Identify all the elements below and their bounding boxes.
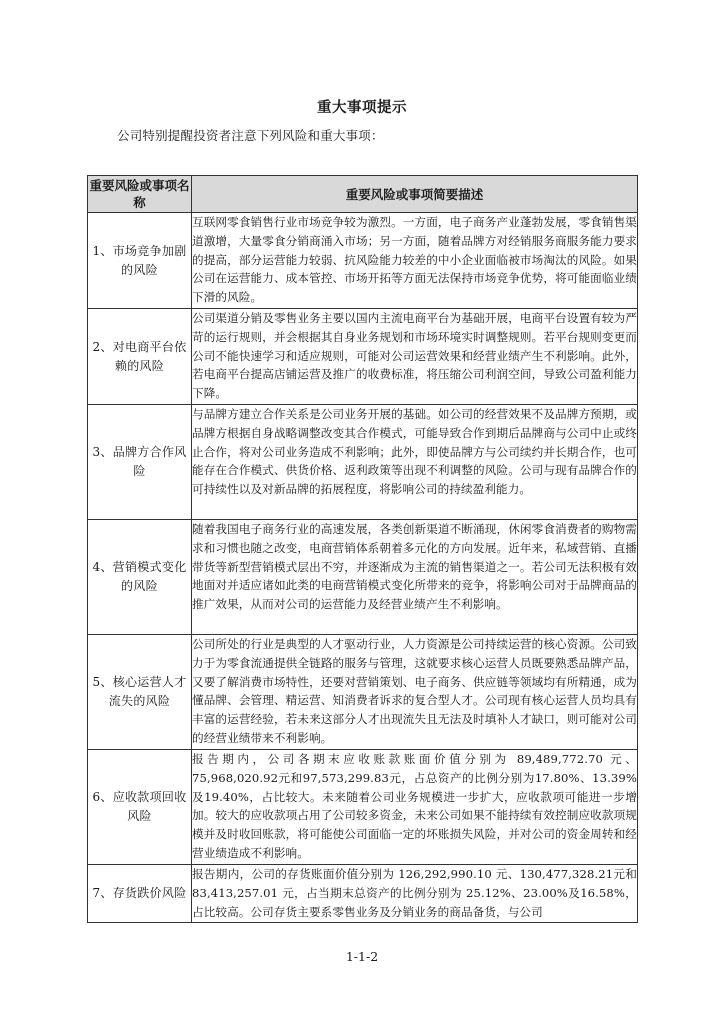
table-row [88, 865, 638, 923]
risk-description-brand-cooperation: 与品牌方建立合作关系是公司业务开展的基础。如公司的经营效果不及品牌方预期，或品牌方根据自身战略调整改变其合作模式，可能导致合作到期后品牌商与公司中止或终止合作，将对公司业务造成不利影响；此外，即使品牌方与公司续约并长期合作，也可能存在合作模式、供货价格、返利政策等出现不利调整的风险。公司与现有品牌合作的可持续性以及对新品牌的拓展程度，将影响公司的持续盈利能力。 [192, 405, 638, 520]
risk-name-talent-loss: 5、核心运营人才流失的风险 [88, 635, 192, 750]
risk-description-receivables: 报告期内，公司各期末应收账款账面价值分别为 89,489,772.70 元、75,968,020.92元和97,573,299.83元，占总资产的比例分别为17.80%、13.39%及19.40%，占比较大。未来随着公司业务规模进一步扩大，应收款项可能进一步增加。较大的应收款项占用了公司较多资金，未来公司如果不能持续有效控制应收款项规模并及时收回账款，将可能使公司面临一定的坏账损失风险，并对公司的资金周转和经营业绩造成不利影响。 [192, 750, 638, 865]
risk-name-receivables: 6、应收款项回收风险 [88, 750, 192, 865]
table-row [88, 213, 638, 309]
table-row [88, 520, 638, 635]
risk-description-inventory: 报告期内，公司的存货账面价值分别为 126,292,990.10 元、130,477,328.21元和 83,413,257.01 元，占当期末总资产的比例分别为 25.12%、23.00%及16.58%，占比较高。公司存货主要系零售业务及分销业务的商品备货，与公司 [192, 865, 638, 923]
table-header-row [88, 176, 638, 213]
risk-name-inventory: 7、存货跌价风险 [88, 865, 192, 923]
page-title: 重大事项提示 [317, 100, 407, 116]
intro-text: 公司特别提醒投资者注意下列风险和重大事项： [117, 128, 384, 143]
page-number: 1-1-2 [345, 949, 379, 964]
table-row [88, 405, 638, 520]
risk-table [87, 175, 638, 923]
risk-name-platform-dependence: 2、对电商平台依赖的风险 [88, 309, 192, 405]
header-risk-name: 重要风险或事项名称 [88, 176, 192, 213]
table-row [88, 750, 638, 865]
table-row [88, 309, 638, 405]
risk-name-brand-cooperation: 3、品牌方合作风险 [88, 405, 192, 520]
table-row [88, 635, 638, 750]
risk-description-platform-dependence: 公司渠道分销及零售业务主要以国内主流电商平台为基础开展，电商平台设置有较为严苛的运行规则，并会根据其自身业务规划和市场环境实时调整规则。若平台规则变更而公司不能快速学习和适应规则，可能对公司运营效果和经营业绩产生不利影响。此外，若电商平台提高店铺运营及推广的收费标准，将压缩公司利润空间，导致公司盈利能力下降。 [192, 309, 638, 405]
risk-description-talent-loss: 公司所处的行业是典型的人才驱动行业，人力资源是公司持续运营的核心资源。公司致力于为零食流通提供全链路的服务与管理，这就要求核心运营人员既要熟悉品牌产品，又要了解消费市场特性，还要对营销策划、电子商务、供应链等领域均有所精通，成为懂品牌、会管理、精运营、知消费者诉求的复合型人才。公司现有核心运营人员均具有丰富的运营经验，若未来这部分人才出现流失且无法及时填补人才缺口，则可能对公司的经营业绩带来不利影响。 [192, 635, 638, 750]
risk-name-market-competition: 1、市场竞争加剧的风险 [88, 213, 192, 309]
risk-description-marketing-model: 随着我国电子商务行业的高速发展，各类创新渠道不断涌现，休闲零食消费者的购物需求和习惯也随之改变，电商营销体系朝着多元化的方向发展。近年来，私域营销、直播带货等新型营销模式层出不穷，并逐渐成为主流的销售渠道之一。若公司无法积极有效地面对并适应诸如此类的电商营销模式变化所带来的竞争，将影响公司对于品牌商品的推广效果，从而对公司的运营能力及经营业绩产生不利影响。 [192, 520, 638, 635]
risk-description-market-competition: 互联网零食销售行业市场竞争较为激烈。一方面，电子商务产业蓬勃发展，零食销售渠道激增，大量零食分销商涌入市场；另一方面，随着品牌方对经销服务商服务能力要求的提高，部分运营能力较弱、抗风险能力较差的中小企业面临被市场淘汰的风险。如果公司在运营能力、成本管控、市场开拓等方面无法保持市场竞争优势，将可能面临业绩下滑的风险。 [192, 213, 638, 309]
risk-name-marketing-model: 4、营销模式变化的风险 [88, 520, 192, 635]
header-risk-description: 重要风险或事项简要描述 [192, 176, 638, 213]
